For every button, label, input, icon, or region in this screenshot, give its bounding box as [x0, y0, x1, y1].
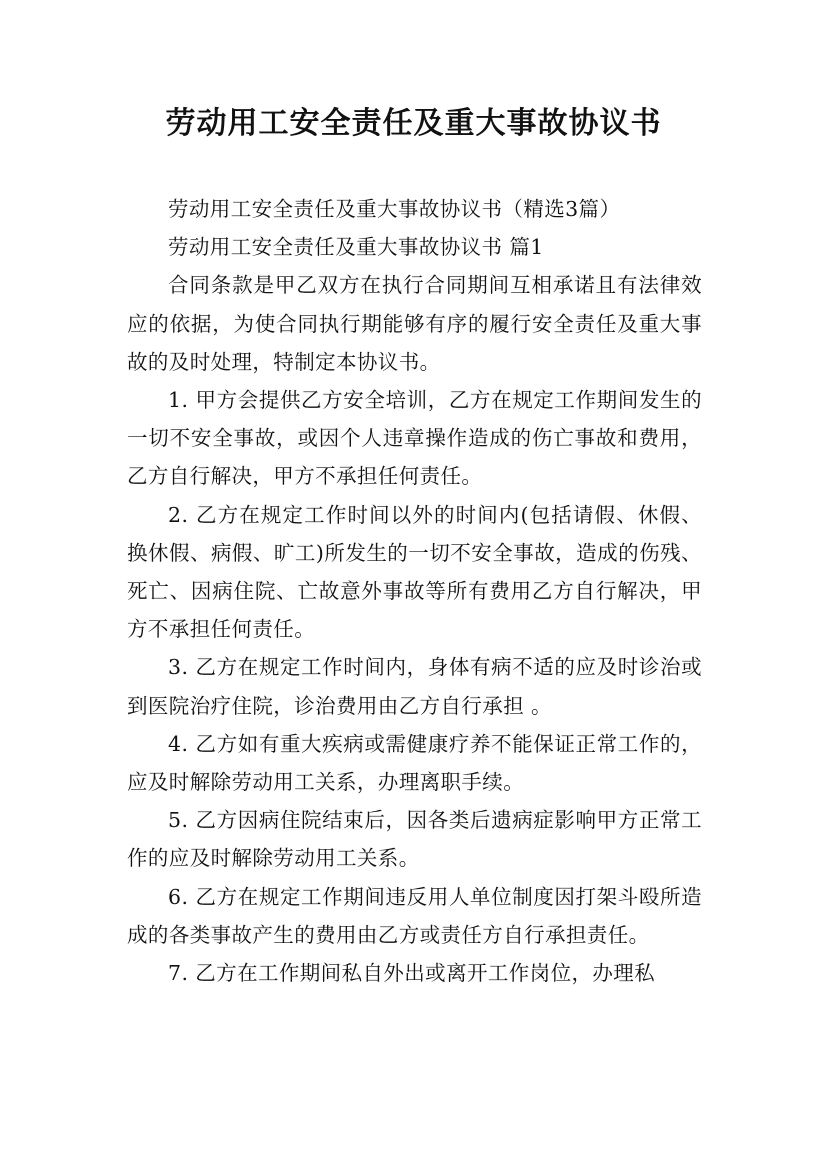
clause-6: 6. 乙方在规定工作期间违反用人单位制度因打架斗殴所造成的各类事故产生的费用由乙方或责任方自行承担责任。 [127, 884, 702, 947]
clause-2: 2. 乙方在规定工作时间以外的时间内(包括请假、休假、换休假、病假、旷工)所发生的一切不安全事故，造成的伤残、死亡、因病住院、亡故意外事故等所有费用乙方自行解决，甲方不承担任何责任。 [127, 502, 702, 642]
clause-7: 7. 乙方在工作期间私自外出或离开工作岗位，办理私 [168, 961, 656, 986]
clause-1: 1. 甲方会提供乙方安全培训，乙方在规定工作期间发生的一切不安全事故，或因个人违章操作造成的伤亡事故和费用，乙方自行解决，甲方不承担任何责任。 [127, 388, 702, 489]
paragraph-intro: 合同条款是甲乙双方在执行合同期间互相承诺且有法律效应的依据，为使合同执行期能够有序的履行安全责任及重大事故的及时处理，特制定本协议书。 [127, 273, 702, 374]
document-title: 劳动用工安全责任及重大事故协议书 [165, 106, 662, 141]
clause-5: 5. 乙方因病住院结束后，因各类后遗病症影响甲方正常工作的应及时解除劳动用工关系。 [127, 808, 702, 871]
clause-4: 4. 乙方如有重大疾病或需健康疗养不能保证正常工作的，应及时解除劳动用工关系，办理离职手续。 [127, 731, 702, 795]
document-body [127, 190, 702, 992]
clause-3: 3. 乙方在规定工作时间内，身体有病不适的应及时诊治或到医院治疗住院，诊治费用由乙方自行承担 。 [127, 655, 702, 718]
subtitle-collection: 劳动用工安全责任及重大事故协议书（精选3篇） [168, 197, 621, 221]
subtitle-part-1: 劳动用工安全责任及重大事故协议书 篇1 [168, 235, 544, 260]
